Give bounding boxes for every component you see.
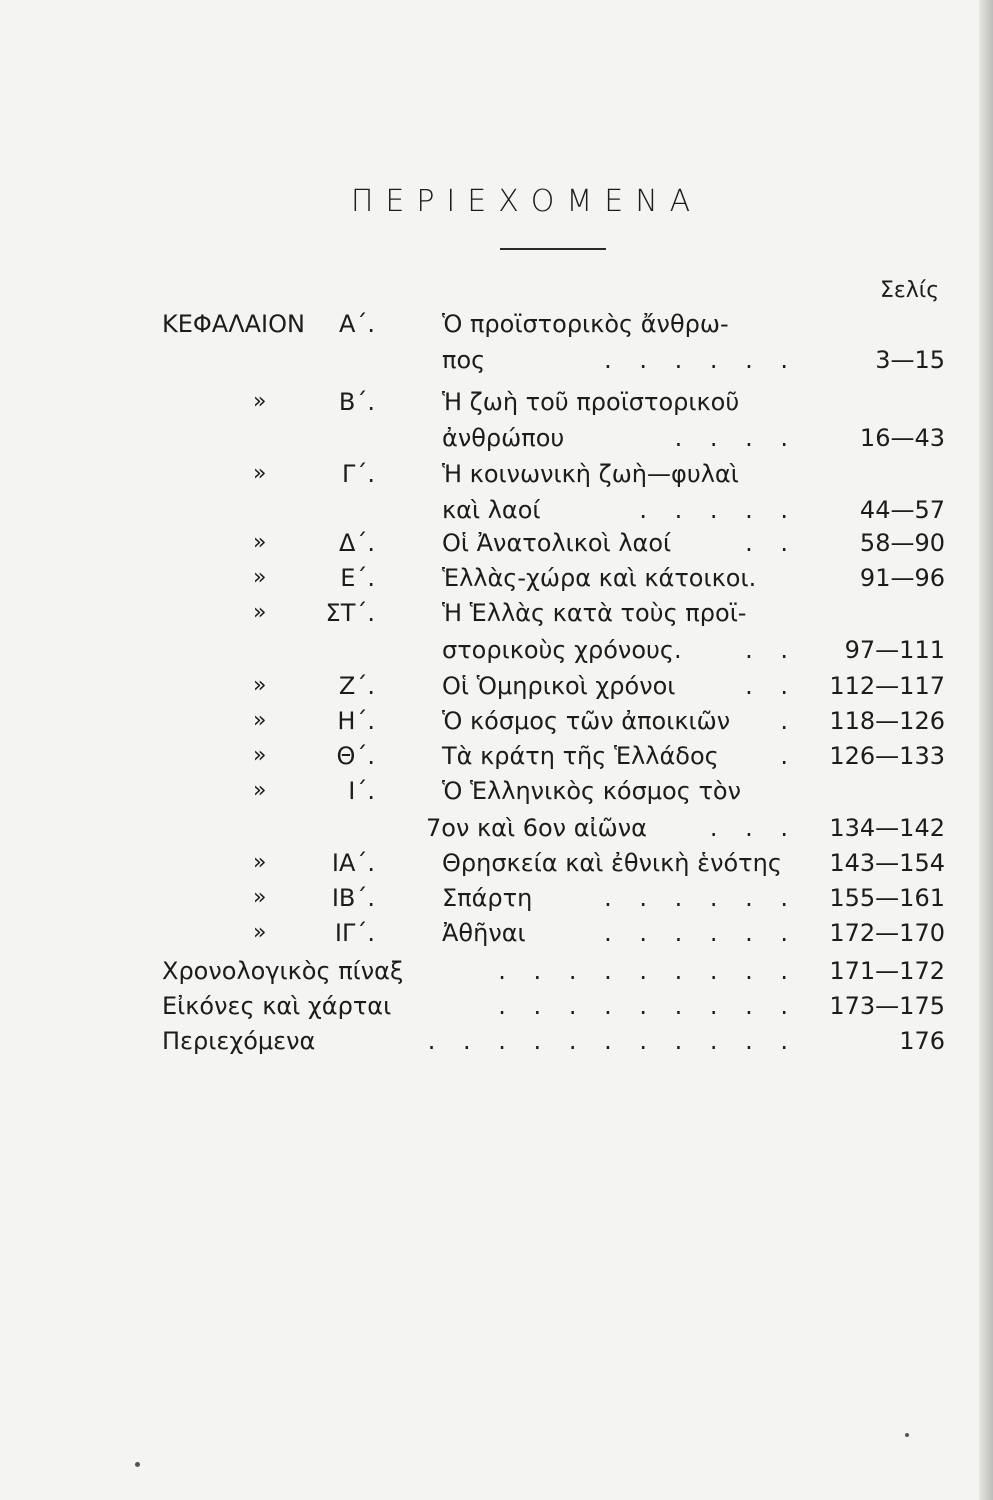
scan-speck	[135, 1462, 140, 1467]
toc-row	[0, 988, 993, 1024]
ditto-mark: »	[253, 920, 267, 945]
chapter-number: ΙΓ΄.	[334, 919, 375, 947]
chapter-title: Ἑλλὰς-χώρα καὶ κάτοικοι.	[442, 564, 757, 592]
page-range: 58—90	[859, 529, 945, 557]
leader-dots: . . . . . . . . .	[498, 957, 798, 985]
ditto-mark: »	[253, 461, 267, 486]
page-range: 118—126	[829, 707, 945, 735]
leader-dots: .	[780, 707, 798, 735]
chapter-number: Η΄.	[337, 707, 375, 735]
toc-row	[0, 668, 993, 704]
chapter-title: 7ον καὶ 6ον αἰῶνα	[426, 814, 647, 842]
leader-dots: . . . . .	[639, 496, 798, 524]
chapter-title: Ἀθῆναι	[442, 919, 526, 947]
toc-row	[0, 595, 993, 631]
chapter-title: ἀνθρώπου	[442, 424, 565, 452]
toc-row	[0, 915, 993, 951]
chapter-title: Σπάρτη	[442, 884, 533, 912]
chapter-number: Α΄.	[338, 310, 375, 338]
page-range: 3—15	[875, 346, 945, 374]
chapter-title: Ὁ προϊστορικὸς ἄνθρω-	[442, 310, 729, 338]
page-range: 126—133	[829, 742, 945, 770]
index-entry: Περιεχόμενα	[162, 1027, 316, 1055]
page-range: 173—175	[829, 992, 945, 1020]
ditto-mark: »	[253, 850, 267, 875]
chapter-number: ΙΑ΄.	[331, 849, 375, 877]
toc-row	[0, 738, 993, 774]
chapter-number: Ε΄.	[340, 564, 375, 592]
index-entry: Χρονολογικὸς πίναξ	[162, 957, 404, 985]
ditto-mark: »	[253, 885, 267, 910]
toc-row	[0, 632, 993, 668]
title-rule	[500, 248, 606, 250]
chapter-title: στορικοὺς χρόνους.	[442, 636, 682, 664]
chapter-number: ΣΤ΄.	[325, 599, 375, 627]
ditto-mark: »	[253, 530, 267, 555]
page-range: 97—111	[844, 636, 945, 664]
toc-row	[0, 492, 993, 528]
leader-dots: . . . . . .	[604, 884, 798, 912]
toc-row	[0, 880, 993, 916]
chapter-number: Γ΄.	[342, 460, 375, 488]
ditto-mark: »	[253, 565, 267, 590]
pages-column-header: Σελίς	[880, 278, 940, 303]
toc-row	[0, 1023, 993, 1059]
chapter-title: Θρησκεία καὶ ἐθνικὴ ἑνότης	[442, 849, 782, 877]
leader-dots: . .	[745, 672, 798, 700]
leader-dots: .	[780, 742, 798, 770]
page-range: 134—142	[829, 814, 945, 842]
chapter-title: Ἡ Ἑλλὰς κατὰ τοὺς προϊ-	[442, 599, 747, 627]
chapter-number: Ζ΄.	[338, 672, 375, 700]
ditto-mark: »	[253, 600, 267, 625]
index-entry: Εἰκόνες καὶ χάρται	[162, 992, 392, 1020]
ditto-mark: »	[253, 673, 267, 698]
page-range: 155—161	[829, 884, 945, 912]
chapter-number: Δ΄.	[338, 529, 375, 557]
chapter-title: Ὁ κόσμος τῶν ἀποικιῶν	[442, 707, 731, 735]
chapter-title: καὶ λαοί	[442, 496, 541, 524]
chapter-title: Τὰ κράτη τῆς Ἑλλάδος	[442, 742, 719, 770]
toc-row	[0, 773, 993, 809]
toc-row	[0, 810, 993, 846]
leader-dots: . .	[745, 529, 798, 557]
page-title: ΠΕΡΙΕΧΟΜΕΝΑ	[350, 184, 703, 219]
leader-dots: . . . . . . . . . . .	[427, 1027, 798, 1055]
toc-row	[0, 456, 993, 492]
ditto-mark: »	[253, 389, 267, 414]
chapter-title: πος	[442, 346, 486, 374]
chapter-number: Β΄.	[338, 388, 375, 416]
page-range: 44—57	[859, 496, 945, 524]
page-range: 172—170	[829, 919, 945, 947]
toc-row	[0, 306, 993, 342]
leader-dots: . . .	[709, 814, 798, 842]
page-range: 176	[899, 1027, 945, 1055]
ditto-mark: »	[253, 708, 267, 733]
toc-row	[0, 845, 993, 881]
chapter-title: Ἡ κοινωνικὴ ζωὴ—φυλαὶ	[442, 460, 739, 488]
page-range: 171—172	[829, 957, 945, 985]
page-range: 91—96	[859, 564, 945, 592]
leader-dots: . . . . . . . . .	[498, 992, 798, 1020]
chapter-word: ΚΕΦΑΛΑΙΟΝ	[162, 310, 305, 338]
leader-dots: . . . . . .	[604, 919, 798, 947]
chapter-title: Ὁ Ἑλληνικὸς κόσμος τὸν	[442, 777, 741, 805]
leader-dots: . .	[745, 636, 798, 664]
toc-row	[0, 342, 993, 378]
chapter-title: Οἱ Ἀνατολικοὶ λαοί	[442, 529, 672, 557]
ditto-mark: »	[253, 743, 267, 768]
toc-row	[0, 560, 993, 596]
chapter-title: Ἡ ζωὴ τοῦ προϊστορικοῦ	[442, 388, 740, 416]
toc-row	[0, 703, 993, 739]
toc-row	[0, 525, 993, 561]
toc-row	[0, 953, 993, 989]
chapter-number: ΙΒ΄.	[331, 884, 375, 912]
page-range: 143—154	[829, 849, 945, 877]
ditto-mark: »	[253, 778, 267, 803]
leader-dots: . . . .	[674, 424, 798, 452]
page-range: 112—117	[829, 672, 945, 700]
scan-speck	[905, 1433, 909, 1437]
chapter-number: Ι΄.	[348, 777, 375, 805]
leader-dots: . . . . . .	[604, 346, 798, 374]
chapter-number: Θ΄.	[336, 742, 375, 770]
chapter-title: Οἱ Ὁμηρικοὶ χρόνοι	[442, 672, 676, 700]
page-range: 16—43	[859, 424, 945, 452]
toc-row	[0, 420, 993, 456]
toc-row	[0, 384, 993, 420]
